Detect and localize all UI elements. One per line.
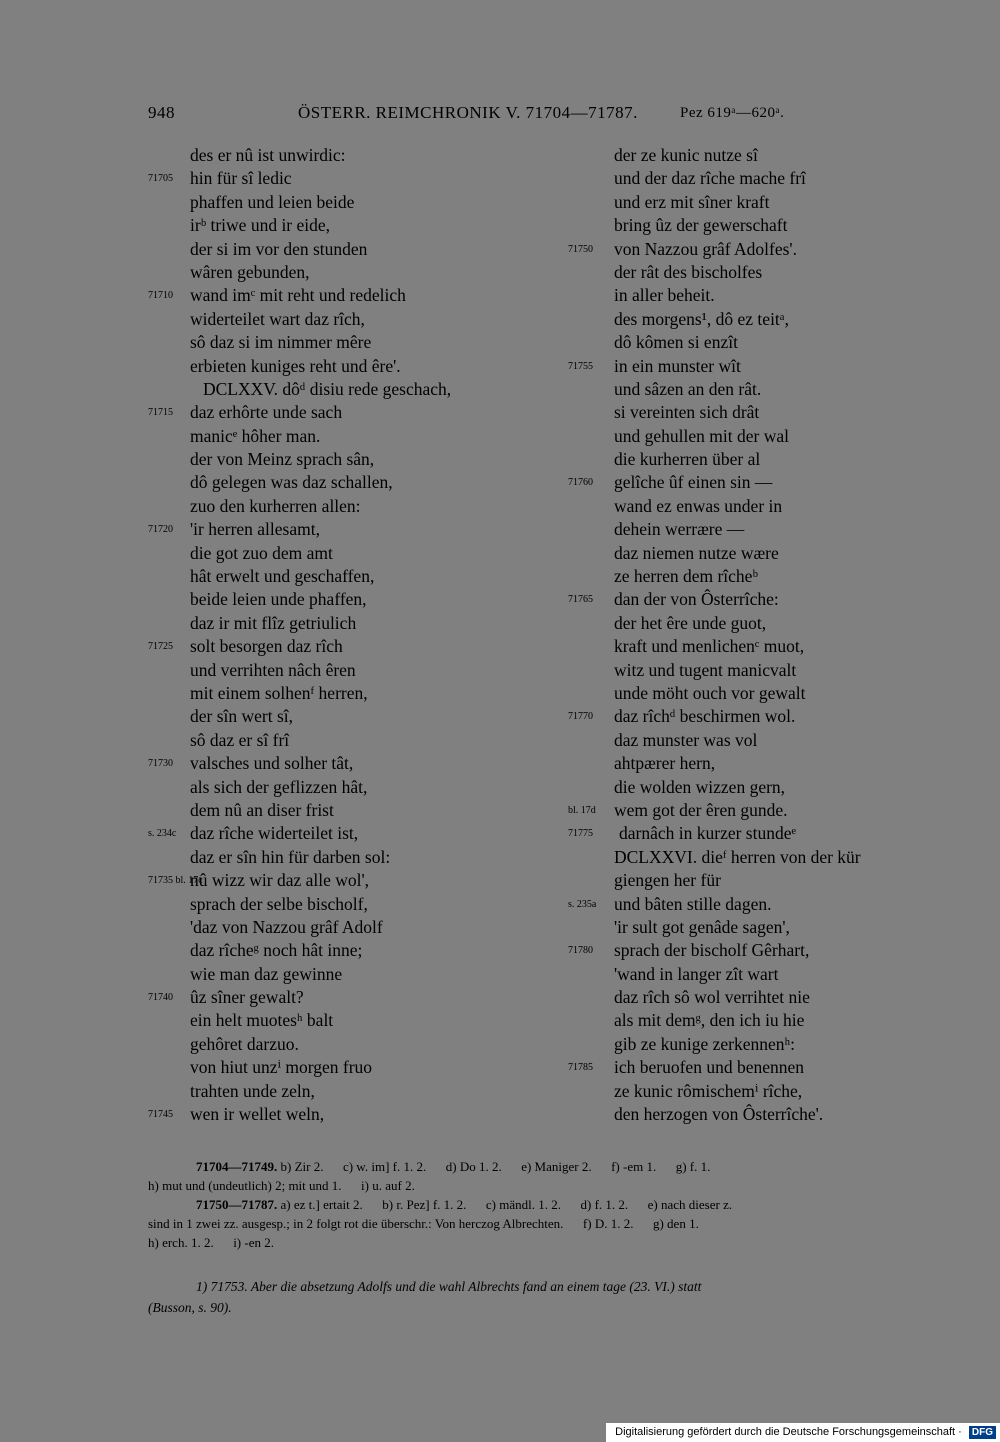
line-number: 71760 [568, 477, 593, 489]
verse-text: si vereinten sich drât [614, 402, 760, 423]
verse-text: von Nazzou grâf Adolfes'. [614, 238, 797, 259]
verse-text: witz und tugent manicvalt [614, 659, 797, 680]
critical-apparatus [148, 1157, 978, 1252]
verse-line [148, 378, 568, 401]
verse-text: und der daz rîche mache frî [614, 168, 806, 189]
verse-text: unde möht ouch vor gewalt [614, 682, 806, 703]
verse-line [148, 869, 568, 892]
verse-text: daz rîche widerteilet ist, [190, 823, 359, 844]
verse-text: daz erhôrte unde sach [190, 402, 343, 423]
verse-text: wie man daz gewinne [190, 963, 343, 984]
verse-text: und bâten stille dagen. [614, 893, 772, 914]
verse-line [568, 1009, 978, 1032]
verse-line [148, 729, 568, 752]
verse-line [568, 167, 978, 190]
line-number: 71735 bl. 17c [148, 875, 203, 887]
verse-line [568, 355, 978, 378]
verse-text: daz niemen nutze wære [614, 542, 779, 563]
verse-text: in ein munster wît [614, 355, 741, 376]
verse-line [148, 588, 568, 611]
verse-line [568, 1080, 978, 1103]
line-number: 71705 [148, 173, 173, 185]
verse-text: die kurherren über al [614, 449, 761, 470]
verse-text: ze herren dem rîcheᵇ [614, 566, 758, 587]
apparatus-text: a) ez t.] ertait 2. b) r. Pez] f. 1. 2. c) mändl. 1. 2. d) f. 1. 2. e) nach dieser z. [277, 1197, 733, 1212]
line-number: 71765 [568, 594, 593, 606]
verse-text: hin für sî ledic [190, 168, 292, 189]
footnote-line: 1) 71753. Aber die absetzung Adolfs und die wahl Albrechts fand an einem tage (23. VI.) statt [196, 1279, 702, 1294]
verse-text: trahten unde zeln, [190, 1080, 315, 1101]
verse-text: sô daz er sî frî [190, 729, 290, 750]
apparatus-line [148, 1233, 978, 1252]
verse-text: daz ir mit flîz getriulich [190, 612, 357, 633]
verse-line [148, 144, 568, 167]
line-number: s. 235a [568, 898, 597, 910]
verse-text: darnâch in kurzer stundeᵉ [619, 823, 796, 844]
verse-text: beide leien unde phaffen, [190, 589, 367, 610]
apparatus-range: 71704—71749. [196, 1159, 278, 1174]
dfg-funding-bar: Digitalisierung gefördert durch die Deutsche Forschungsgemeinschaft · DFG [606, 1423, 1000, 1442]
verse-text: valsches und solher tât, [190, 753, 354, 774]
verse-text: 'ir sult got genâde sagen', [614, 916, 790, 937]
verse-text: gelîche ûf einen sin — [614, 472, 773, 493]
apparatus-text: sind in 1 zwei zz. ausgesp.; in 2 folgt rot die überschr.: Von herczog Albrechten. f) D. 1. 2. g) den 1. [148, 1216, 699, 1231]
verse-text: des er nû ist unwirdic: [190, 145, 346, 165]
running-title: ÖSTERR. REIMCHRONIK V. 71704—71787. [298, 103, 638, 122]
verse-line [148, 1103, 568, 1126]
apparatus-range: 71750—71787. [196, 1197, 278, 1212]
verse-text: daz er sîn hin für darben sol: [190, 846, 391, 867]
apparatus-line [148, 1214, 978, 1233]
verse-line [568, 893, 978, 916]
verse-text: dô kômen si enzît [614, 332, 738, 353]
verse-line [568, 284, 978, 307]
line-number: 71750 [568, 243, 593, 255]
verse-text: 'wand in langer zît wart [614, 963, 779, 984]
line-number: 71775 [568, 828, 593, 840]
verse-text: kraft und menlichenᶜ muot, [614, 636, 805, 657]
verse-line [568, 331, 978, 354]
verse-line [148, 191, 568, 214]
verse-line [568, 542, 978, 565]
verse-text: dô gelegen was daz schallen, [190, 472, 393, 493]
verse-text: die wolden wizzen gern, [614, 776, 786, 797]
verse-line [148, 846, 568, 869]
verse-line [148, 261, 568, 284]
verse-text: des morgens¹, dô ez teitᵃ, [614, 308, 789, 329]
verse-line [568, 261, 978, 284]
verse-line [148, 916, 568, 939]
verse-text: als sich der geflizzen hât, [190, 776, 368, 797]
verse-text: mit einem solhenᶠ herren, [190, 682, 368, 703]
verse-line [148, 1056, 568, 1079]
verse-text: dan der von Ôsterrîche: [614, 589, 779, 610]
verse-line [568, 471, 978, 494]
verse-line [148, 893, 568, 916]
verse-line [568, 1033, 978, 1056]
verse-line [568, 822, 978, 845]
verse-text: und erz mit sîner kraft [614, 191, 770, 212]
line-number: 71785 [568, 1062, 593, 1074]
verse-line [148, 822, 568, 845]
verse-text: irᵇ triwe und ir eide, [190, 215, 331, 236]
verse-line [568, 986, 978, 1009]
verse-line [568, 659, 978, 682]
verse-line [148, 659, 568, 682]
verse-line [568, 214, 978, 237]
verse-line [568, 635, 978, 658]
verse-line [568, 612, 978, 635]
verse-text: die got zuo dem amt [190, 542, 333, 563]
verse-line [148, 799, 568, 822]
verse-line [568, 869, 978, 892]
verse-text: in aller beheit. [614, 285, 715, 306]
verse-text: wâren gebunden, [190, 261, 310, 282]
verse-line [148, 705, 568, 728]
verse-line [148, 518, 568, 541]
verse-line [148, 986, 568, 1009]
verse-text: von hiut unzⁱ morgen fruo [190, 1057, 373, 1078]
verse-text: wen ir wellet weln, [190, 1104, 325, 1125]
apparatus-line [148, 1195, 978, 1214]
verse-line [148, 1080, 568, 1103]
verse-line [568, 191, 978, 214]
verse-text: dehein werrære — [614, 519, 745, 540]
verse-line [148, 939, 568, 962]
verse-text: ahtpærer hern, [614, 753, 716, 774]
verse-line [568, 846, 978, 869]
verse-text: der sîn wert sî, [190, 706, 294, 727]
line-number: 71770 [568, 711, 593, 723]
verse-line [568, 729, 978, 752]
verse-text: der si im vor den stunden [190, 238, 368, 259]
verse-line [568, 425, 978, 448]
verse-line [148, 542, 568, 565]
verse-text: sprach der selbe bischolf, [190, 893, 368, 914]
verse-text: manicᵉ hôher man. [190, 425, 321, 446]
verse-line [568, 916, 978, 939]
verse-text: ûz sîner gewalt? [190, 987, 304, 1008]
verse-line [568, 378, 978, 401]
verse-line [148, 495, 568, 518]
line-number: bl. 17d [568, 804, 596, 816]
verse-line [148, 355, 568, 378]
verse-text: zuo den kurherren allen: [190, 495, 361, 516]
verse-text: daz munster was vol [614, 729, 758, 750]
left-text-column [148, 144, 568, 1126]
verse-text: widerteilet wart daz rîch, [190, 308, 365, 329]
verse-line [148, 331, 568, 354]
verse-line [148, 752, 568, 775]
line-number: 71780 [568, 945, 593, 957]
verse-text: daz rîchᵈ beschirmen wol. [614, 706, 796, 727]
verse-line [148, 682, 568, 705]
verse-line [148, 308, 568, 331]
verse-text: und sâzen an den rât. [614, 378, 762, 399]
verse-line [568, 448, 978, 471]
apparatus-text: h) erch. 1. 2. i) -en 2. [148, 1235, 274, 1250]
verse-text: ich beruofen und benennen [614, 1057, 804, 1078]
verse-line [148, 167, 568, 190]
verse-line [568, 518, 978, 541]
verse-line [568, 144, 978, 167]
verse-text: erbieten kuniges reht und êre'. [190, 355, 401, 376]
line-number: 71745 [148, 1109, 173, 1121]
verse-text: ein helt muotesʰ balt [190, 1010, 334, 1031]
footnote-line: (Busson, s. 90). [148, 1300, 232, 1315]
verse-text: giengen her für [614, 870, 721, 891]
verse-text: ze kunic rômischemⁱ rîche, [614, 1080, 803, 1101]
verse-line [568, 308, 978, 331]
footnote [148, 1276, 978, 1318]
verse-text: bring ûz der gewerschaft [614, 215, 788, 236]
apparatus-text: b) Zir 2. c) w. im] f. 1. 2. d) Do 1. 2. e) Maniger 2. f) -em 1. g) f. 1. [277, 1159, 711, 1174]
verse-line [568, 588, 978, 611]
verse-line [568, 565, 978, 588]
verse-line [568, 495, 978, 518]
verse-line [148, 425, 568, 448]
verse-line [568, 401, 978, 424]
verse-text: der het êre unde guot, [614, 612, 767, 633]
verse-line [148, 1009, 568, 1032]
verse-text: wem got der êren gunde. [614, 799, 788, 820]
verse-text: daz rîcheᵍ noch hât inne; [190, 940, 363, 961]
verse-text: wand imᶜ mit reht und redelich [190, 285, 406, 306]
verse-text: solt besorgen daz rîch [190, 636, 343, 657]
verse-text: daz rîch sô wol verrihtet nie [614, 987, 810, 1008]
verse-text: wand ez enwas under in [614, 495, 783, 516]
line-number: 71730 [148, 758, 173, 770]
verse-text: DCLXXV. dôᵈ disiu rede geschach, [203, 378, 452, 399]
verse-text: der rât des bischolfes [614, 261, 763, 282]
verse-text: sô daz si im nimmer mêre [190, 332, 372, 353]
verse-text: hât erwelt und geschaffen, [190, 566, 375, 587]
verse-text: gehôret darzuo. [190, 1033, 299, 1054]
verse-text: und verrihten nâch êren [190, 659, 356, 680]
verse-line [568, 963, 978, 986]
verse-line [148, 565, 568, 588]
pez-reference: Pez 619ᵃ—620ᵃ. [680, 105, 785, 121]
dfg-logo: DFG [969, 1426, 996, 1439]
verse-text: phaffen und leien beide [190, 191, 355, 212]
verse-line [148, 963, 568, 986]
verse-line [148, 448, 568, 471]
line-number: s. 234c [148, 828, 177, 840]
verse-line [568, 238, 978, 261]
verse-text: den herzogen von Ôsterrîche'. [614, 1104, 824, 1125]
verse-text: sprach der bischolf Gêrhart, [614, 940, 810, 961]
verse-line [148, 471, 568, 494]
verse-line [148, 612, 568, 635]
line-number: 71715 [148, 407, 173, 419]
verse-text: der ze kunic nutze sî [614, 145, 758, 165]
verse-text: und gehullen mit der wal [614, 425, 789, 446]
apparatus-line [148, 1176, 978, 1195]
line-number: 71720 [148, 524, 173, 536]
verse-text: 'ir herren allesamt, [190, 519, 320, 540]
line-number: 71755 [568, 360, 593, 372]
page-header [0, 103, 1000, 127]
verse-line [148, 401, 568, 424]
verse-line [568, 1103, 978, 1126]
verse-text: der von Meinz sprach sân, [190, 449, 375, 470]
verse-line [148, 214, 568, 237]
verse-line [148, 635, 568, 658]
verse-line [148, 776, 568, 799]
verse-text: nû wizz wir daz alle wol', [190, 870, 370, 891]
verse-line [148, 238, 568, 261]
verse-line [568, 1056, 978, 1079]
line-number: 71710 [148, 290, 173, 302]
line-number: 71725 [148, 641, 173, 653]
verse-line [568, 939, 978, 962]
verse-line [148, 1033, 568, 1056]
verse-line [568, 776, 978, 799]
verse-text: 'daz von Nazzou grâf Adolf [190, 916, 383, 937]
verse-text: DCLXXVI. dieᶠ herren von der kür [614, 846, 861, 867]
line-number: 71740 [148, 992, 173, 1004]
verse-line [568, 682, 978, 705]
right-text-column [568, 144, 978, 1126]
verse-line [148, 284, 568, 307]
apparatus-line [148, 1157, 978, 1176]
verse-text: gib ze kunige zerkennenʰ: [614, 1033, 796, 1054]
dfg-funding-text: Digitalisierung gefördert durch die Deutsche Forschungsgemeinschaft [615, 1426, 956, 1438]
verse-text: als mit demᵍ, den ich iu hie [614, 1010, 805, 1031]
page-number: 948 [148, 103, 175, 122]
verse-line [568, 705, 978, 728]
verse-text: dem nû an diser frist [190, 799, 334, 820]
verse-line [568, 799, 978, 822]
apparatus-text: h) mut und (undeutlich) 2; mit und 1. i) u. auf 2. [148, 1178, 415, 1193]
verse-line [568, 752, 978, 775]
